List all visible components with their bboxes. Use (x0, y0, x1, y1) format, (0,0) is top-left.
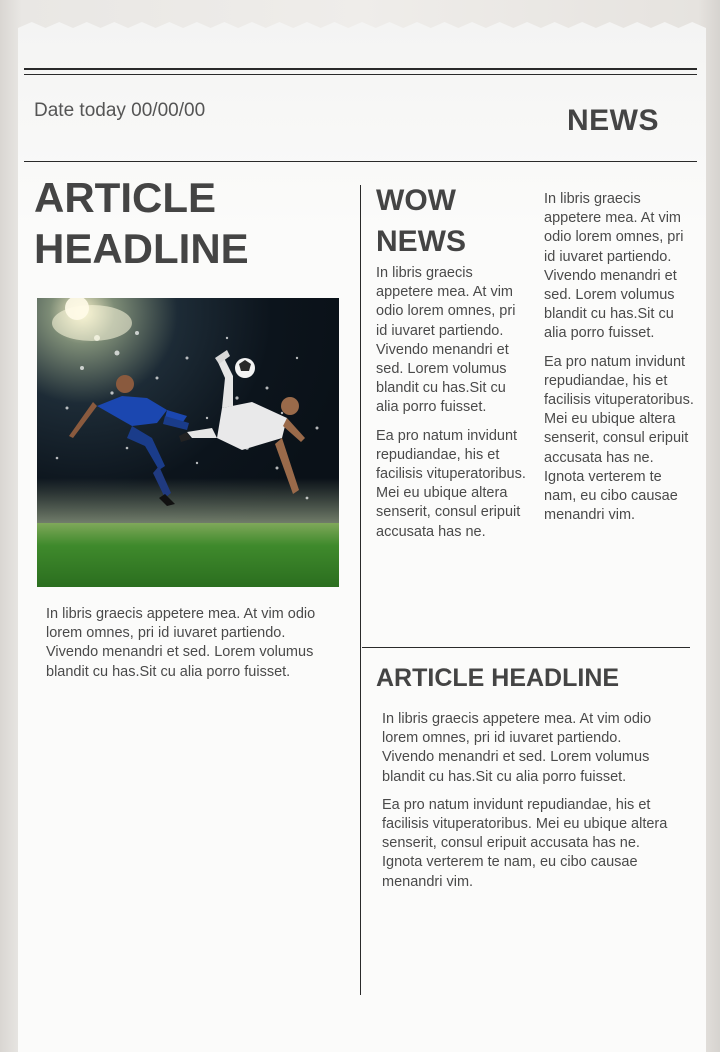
second-article-divider (362, 647, 690, 648)
main-article-caption (46, 605, 338, 691)
second-article-paragraph-2: Ea pro natum invidunt repudiandae, his et facilisis vituperatoribus. Mei eu ubique altera senserit, consul eripuit accusata has ne. Ignota verterem te nam, eu cibo causae menandri vim. (382, 796, 668, 890)
header-divider (24, 161, 697, 162)
wow-news-title: WOW NEWS (376, 184, 466, 258)
wow-news-col1-paragraph-2: Ea pro natum invidunt repudiandae, his et facilisis vituperatoribus. Mei eu ubique altera senserit, consul eripuit accusata has ne. (376, 427, 526, 540)
second-article-headline: ARTICLE HEADLINE (376, 664, 620, 692)
top-rule-thick (24, 68, 697, 70)
wow-news-col2-paragraph-2: Ea pro natum invidunt repudiandae, his et facilisis vituperatoribus. Mei eu ubique altera senserit, consul eripuit accusata has ne. Ignota verterem te nam, eu cibo causae menandri vim. (544, 353, 694, 524)
second-article-body (382, 710, 672, 901)
wow-news-col2-paragraph-1: In libris graecis appetere mea. At vim odio lorem omnes, pri id iuvaret partiendo. Vivendo menandri et sed. Lorem volumus blandit cu has.Sit cu alia porro fuisset. (544, 191, 684, 342)
date-line: Date today 00/00/00 (34, 100, 206, 121)
masthead-title: NEWS (567, 104, 659, 137)
wow-news-col1-paragraph-1: In libris graecis appetere mea. At vim odio lorem omnes, pri id iuvaret partiendo. Vivendo menandri et sed. Lorem volumus blandit cu has.Sit cu alia porro fuisset. (376, 265, 516, 416)
top-rule-thin (24, 74, 697, 75)
second-article-paragraph-1: In libris graecis appetere mea. At vim odio lorem omnes, pri id iuvaret partiendo. Vivendo menandri et sed. Lorem volumus blandit cu has.Sit cu alia porro fuisset. (382, 711, 652, 785)
main-article-headline: ARTICLE HEADLINE (34, 174, 249, 272)
soccer-photo (37, 298, 339, 587)
wow-news-column-1 (376, 264, 526, 551)
column-divider (360, 185, 361, 995)
main-article-caption-text: In libris graecis appetere mea. At vim odio lorem omnes, pri id iuvaret partiendo. Vivendo menandri et sed. Lorem volumus blandit cu has.Sit cu alia porro fuisset. (46, 606, 316, 680)
wow-news-column-2 (544, 190, 694, 534)
